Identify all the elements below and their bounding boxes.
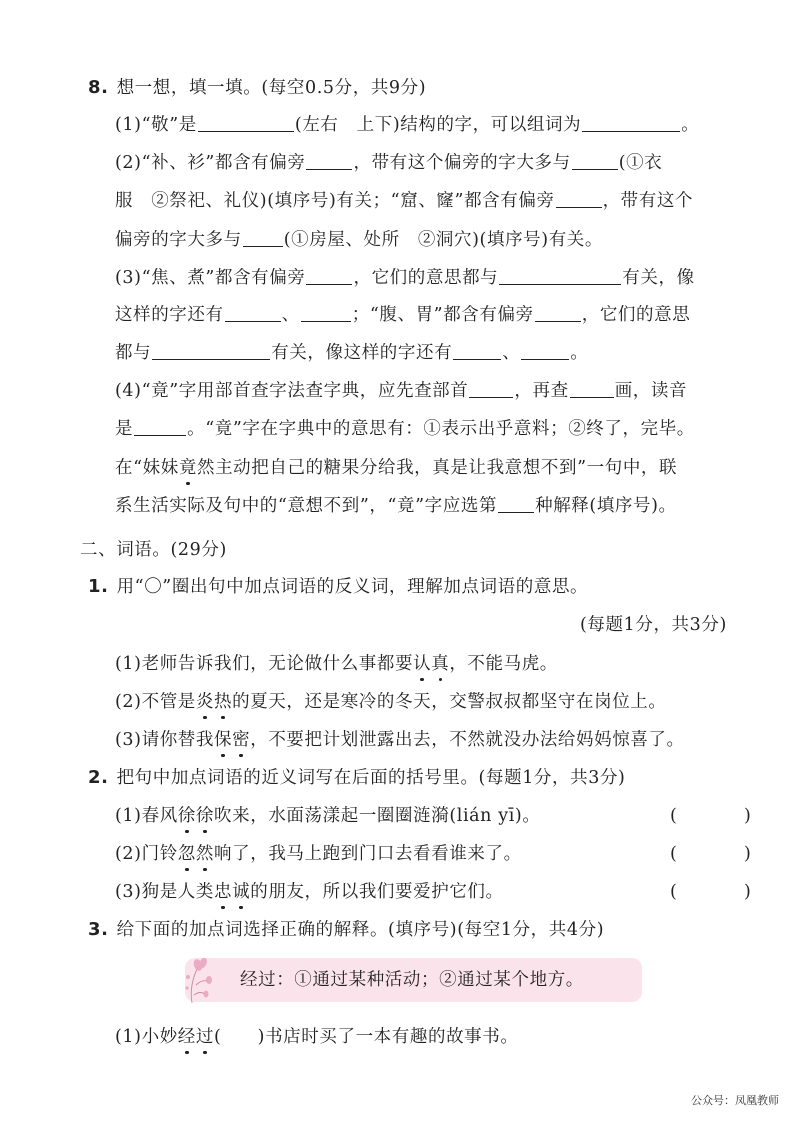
text-run: ，它们的意思: [581, 305, 691, 325]
answer-blank[interactable]: [306, 153, 352, 170]
dotted-char: 经: [177, 1027, 196, 1047]
text-run: (3)“焦、煮”都含有偏旁: [115, 268, 306, 288]
dotted-char: 热: [214, 692, 233, 712]
text-run: 画，读音: [614, 381, 688, 401]
text-run: (2)门铃: [115, 844, 178, 864]
text-run: 种解释(填序号)。: [535, 496, 677, 516]
q8-line-3: [115, 190, 693, 212]
text-run: ，它们的意思都与: [353, 268, 499, 288]
q8-line-2: [115, 152, 662, 174]
text-run: 吹来，水面荡漾起一圈圈涟漪(lián yī)。: [214, 806, 541, 826]
text-run: 给下面的加点词选择正确的解释。(填序号)(每空1分，共4分): [116, 920, 605, 940]
dotted-char: 忽: [177, 844, 196, 864]
q8-line-10: [115, 457, 677, 479]
text-run: ( )书店时买了一本有趣的故事书。: [214, 1027, 519, 1047]
text-run: 用“〇”圈出句中加点词语的反义词，理解加点词语的意思。: [116, 577, 589, 597]
dotted-char: 徐: [195, 806, 215, 826]
text-run: (2)不管是: [115, 692, 196, 712]
answer-blank[interactable]: [556, 191, 602, 208]
answer-paren-open: (: [670, 806, 677, 826]
dotted-char: 炎: [195, 692, 214, 712]
text-run: 3.: [88, 919, 109, 940]
text-run: (1)小妙: [115, 1027, 178, 1047]
q2-sentence-1: [115, 805, 540, 827]
answer-blank[interactable]: [499, 268, 621, 285]
answer-blank[interactable]: [301, 305, 351, 322]
text-run: 2.: [88, 767, 109, 788]
answer-paren-open: (: [670, 882, 677, 902]
q8-line-4: [115, 229, 603, 251]
dotted-char: 诚: [232, 882, 251, 902]
text-run: 、: [281, 305, 300, 325]
answer-blank[interactable]: [134, 419, 186, 436]
dotted-char: 过: [195, 1027, 215, 1047]
q8-line-7: [115, 342, 588, 364]
answer-blank[interactable]: [582, 115, 680, 132]
answer-blank[interactable]: [306, 268, 352, 285]
flower-decoration-icon: [178, 955, 234, 1005]
text-run: (1)老师告诉我们，无论做什么事都要: [115, 654, 414, 674]
text-run: (3)狗是人类: [115, 882, 214, 902]
dotted-char: 密: [232, 730, 251, 750]
answer-blank[interactable]: [521, 343, 569, 360]
text-run: 。“竟”字在字典中的意思有：①表示出乎意料；②终了，完毕。: [187, 419, 695, 439]
dotted-char: 认: [413, 654, 432, 674]
dotted-char: 真: [431, 654, 450, 674]
answer-blank[interactable]: [469, 381, 513, 398]
q1-sentence-3: [115, 729, 685, 751]
text-run: (左右 上下)结构的字，可以组词为: [294, 115, 582, 135]
text-run: 。: [570, 343, 589, 363]
q1-score: (每题1分，共3分): [580, 615, 727, 635]
text-run: (①房屋、处所 ②洞穴)(填序号)有关。: [283, 230, 604, 250]
text-run: 8.: [88, 77, 109, 98]
text-run: 都与: [115, 343, 152, 363]
q1-sentence-2: [115, 691, 667, 713]
text-run: ，带有这个偏旁的字大多与: [353, 153, 571, 173]
q3-heading: [88, 919, 604, 941]
text-run: ；“腹、胃”都含有偏旁: [351, 305, 534, 325]
q1-sentence-1: [115, 653, 558, 675]
text-run: 有关，像这样的字还有: [271, 343, 453, 363]
text-run: (4)“竟”字用部首查字法查字典，应先查部首: [115, 381, 469, 401]
answer-blank[interactable]: [198, 115, 294, 132]
q2-heading: [88, 767, 625, 789]
dotted-char: 忠: [214, 882, 233, 902]
answer-blank[interactable]: [453, 343, 501, 360]
answer-blank[interactable]: [572, 153, 618, 170]
text-run: 然主动把自己的糖果分给我，真是让我意想不到”一句中，联: [196, 458, 678, 478]
text-run: 响了，我马上跑到门口去看看谁来了。: [214, 844, 522, 864]
q8-line-9: [115, 418, 695, 440]
answer-paren-open: (: [670, 844, 677, 864]
text-run: 1.: [88, 576, 109, 597]
answer-paren-close: ): [744, 882, 751, 902]
text-run: (1)春风: [115, 806, 178, 826]
text-run: (1)“敬”是: [115, 115, 197, 135]
section-2-heading: 二、词语。(29分): [80, 540, 227, 560]
text-run: 、: [502, 343, 521, 363]
q8-line-8: [115, 380, 687, 402]
text-run: 的夏天，还是寒冷的冬天，交警叔叔都坚守在岗位上。: [232, 692, 667, 712]
text-run: ，再查: [514, 381, 569, 401]
text-run: 是: [115, 419, 134, 439]
q8-line-6: [115, 304, 690, 326]
answer-blank[interactable]: [535, 305, 581, 322]
text-run: (2)“补、衫”都含有偏旁: [115, 153, 306, 173]
q8-line-1: [115, 114, 699, 136]
text-run: 把句中加点词语的近义词写在后面的括号里。(每题1分，共3分): [116, 768, 626, 788]
q8-line-11: [115, 495, 677, 517]
q3-sentence-1: [115, 1026, 518, 1048]
q2-sentence-2: [115, 843, 522, 865]
text-run: ，不能马虎。: [449, 654, 558, 674]
text-run: 的朋友，所以我们要爱护它们。: [250, 882, 504, 902]
dotted-char: 保: [214, 730, 233, 750]
answer-paren-close: ): [744, 806, 751, 826]
text-run: 想一想，填一填。(每空0.5分，共9分): [116, 78, 427, 98]
text-run: (3)请你替我: [115, 730, 214, 750]
text-run: 有关，像: [622, 268, 695, 288]
text-run: 这样的字还有: [115, 305, 224, 325]
text-run: ，不要把计划泄露出去，不然就没办法给妈妈惊喜了。: [250, 730, 685, 750]
text-run: ，带有这个: [602, 191, 694, 211]
text-run: 。: [681, 115, 700, 135]
answer-blank[interactable]: [498, 496, 534, 513]
text-run: 服 ②祭祀、礼仪)(填序号)有关；“窟、窿”都含有偏旁: [115, 191, 555, 211]
answer-blank[interactable]: [243, 230, 283, 247]
answer-blank[interactable]: [225, 305, 281, 322]
text-run: 偏旁的字大多与: [115, 230, 242, 250]
dotted-char: 然: [195, 844, 215, 864]
q2-sentence-3: [115, 881, 504, 903]
answer-blank[interactable]: [152, 343, 270, 360]
definition-text: 经过：①通过某种活动；②通过某个地方。: [240, 970, 584, 990]
text-run: 系生活实际及句中的“意想不到”，“竟”字应选第: [115, 496, 498, 516]
q8-heading: [88, 77, 426, 99]
dotted-char: 徐: [177, 806, 196, 826]
dotted-char: 竟: [178, 458, 197, 478]
answer-paren-close: ): [744, 844, 751, 864]
answer-blank[interactable]: [570, 381, 614, 398]
q8-line-5: [115, 267, 695, 289]
text-run: 在“妹妹: [115, 458, 179, 478]
q1-heading: [88, 576, 588, 598]
footer-credit: 公众号：凤凰教师: [691, 1094, 779, 1107]
text-run: (①衣: [618, 153, 663, 173]
